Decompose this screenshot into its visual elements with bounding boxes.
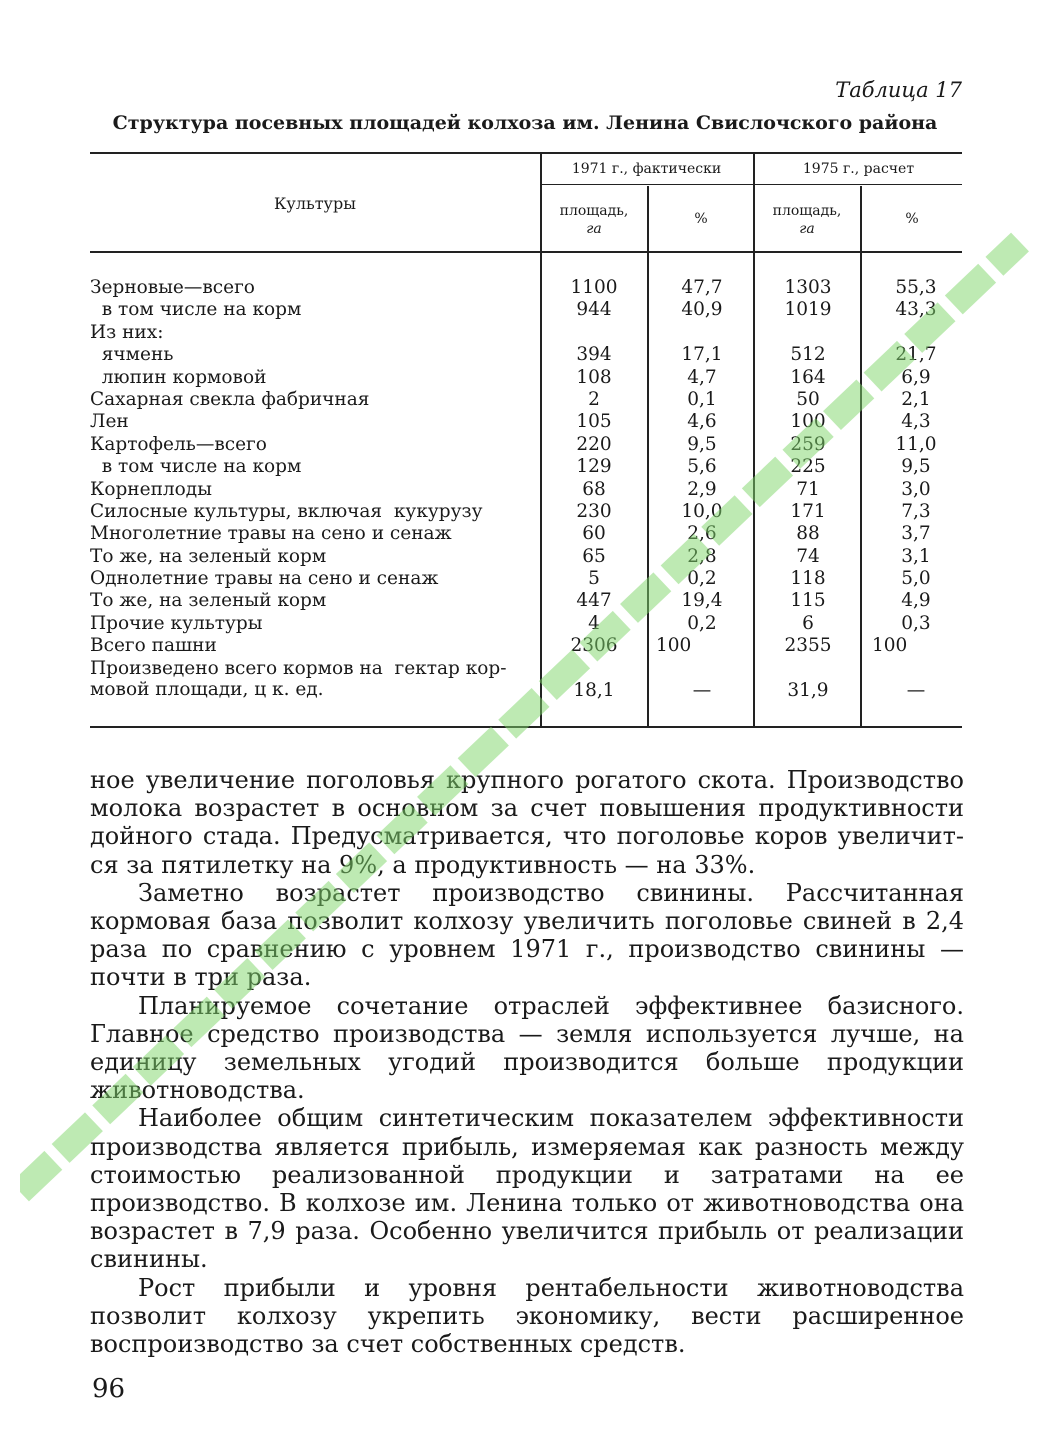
percent-1975: 6,9 [901,366,931,388]
area-1975: 88 [796,523,820,545]
table-row [90,456,962,478]
percent-1971: 40,9 [681,299,723,321]
table-row [90,568,962,590]
table-body [90,277,962,702]
area-1975: 171 [790,500,826,522]
header-area-1975: площадь, га [772,203,842,237]
row-label: Лен [90,411,129,433]
percent-1971: 100 [656,635,692,657]
area-1975: 164 [790,366,826,388]
area-1971: 65 [582,545,606,567]
header-percent-1971: % [694,211,708,227]
percent-1971: 10,0 [681,500,723,522]
area-1971: 105 [576,411,612,433]
row-label: Произведено всего кормов на гектар кор- мовой площади, ц к. ед. [90,657,507,700]
table-top-rule [90,152,962,154]
area-1975: 6 [802,612,814,634]
percent-1975: 100 [872,635,908,657]
table-row [90,434,962,456]
percent-1975: 11,0 [895,433,937,455]
percent-1971: 5,6 [687,456,717,478]
percent-1975: 55,3 [895,277,937,298]
percent-1971: 9,5 [687,433,717,455]
percent-1971: 2,6 [687,523,717,545]
row-label: Всего пашни [90,635,217,657]
header-1975-plan: 1975 г., расчет [802,161,915,177]
percent-1971: 2,9 [687,478,717,500]
row-label: Однолетние травы на сено и сенаж [90,568,439,590]
area-1975: 1019 [784,299,832,321]
group-rule-1971 [540,184,753,185]
percent-1975: 3,7 [901,523,931,545]
table-row [90,613,962,635]
table-row-feed-yield [90,658,962,702]
table-header-rule [90,251,962,253]
area-1971: 60 [582,523,606,545]
row-label: Прочие культуры [90,612,263,634]
table-row [90,277,962,299]
table-row [90,299,962,321]
table-bottom-rule [90,726,962,728]
table-title: Структура посевных площадей колхоза им. Ленина Свислочского района [112,112,938,134]
percent-1971: 0,2 [687,612,717,634]
percent-1971: 0,1 [687,388,717,410]
percent-1975: 4,9 [901,590,931,612]
area-1971: 447 [576,590,612,612]
percent-1971: 47,7 [681,277,723,298]
area-1975: 74 [796,545,820,567]
percent-1975: — [906,679,926,701]
area-1975: 259 [790,433,826,455]
paragraph: Наиболее общим синтетическим показателем эффективности производства является прибыль, измеряемая как разность между стоимостью реализованной продукции и затратами на ее производство. В колхозе им. Ленина только от животноводства она возрастет в 7,9 раза. Особенно увеличится прибыль от реализации свинины. [90,1104,964,1274]
table-caption: Таблица 17 [835,78,962,102]
area-1971: 1100 [570,277,618,298]
table-row [90,523,962,545]
area-1971: 5 [588,568,600,590]
area-1971: 68 [582,478,606,500]
table-row [90,344,962,366]
area-1971: 220 [576,433,612,455]
row-label: То же, на зеленый корм [90,590,327,612]
table-row-total [90,635,962,657]
group-rule-1975 [753,184,962,185]
percent-1975: 2,1 [901,388,931,410]
percent-1975: 5,0 [901,568,931,590]
table-row [90,590,962,612]
header-1971-actual: 1971 г., фактически [571,161,722,177]
percent-1975: 0,3 [901,612,931,634]
area-1971: 108 [576,366,612,388]
crop-structure-table [90,146,962,730]
table-row [90,501,962,523]
row-label: люпин кормовой [90,366,267,388]
area-1971: 4 [588,612,600,634]
paragraph: Заметно возрастет производство свинины. Рассчитанная кормовая база позволит колхозу увеличить поголовье свиней в 2,4 раза по сравнению с уровнем 1971 г., производство свинины — почти в три раза. [90,878,964,992]
area-1975: 225 [790,456,826,478]
row-label: Сахарная свекла фабричная [90,388,370,410]
percent-1971: 4,7 [687,366,717,388]
row-label: Картофель—всего [90,433,267,455]
row-label: Зерновые—всего [90,277,255,298]
area-1975: 2355 [784,635,832,657]
table-row [90,389,962,411]
percent-1971: 4,6 [687,411,717,433]
area-1971: 944 [576,299,612,321]
percent-1971: 0,2 [687,568,717,590]
paragraph: Планируемое сочетание отраслей эффективнее базисного. Главное средство производства — земля используется лучше, на единицу земельных угодий производится больше продукции животноводства. [90,991,964,1105]
percent-1971: — [692,679,712,701]
row-label: в том числе на корм [90,299,302,321]
area-1975: 100 [790,411,826,433]
area-1971: 230 [576,500,612,522]
row-label: в том числе на корм [90,456,302,478]
row-label: Многолетние травы на сено и сенаж [90,523,452,545]
area-1975: 118 [790,568,826,590]
area-1975: 1303 [784,277,832,298]
table-row [90,322,962,344]
table-row [90,367,962,389]
paragraph: ное увеличение поголовья крупного рогатого скота. Производство молока возрастет в основном за счет повышения продуктивности дойного стада. Предусматривается, что поголовье коров увеличит-ся за пятилетку на 9%, а продуктивность — на 33%. [90,766,964,879]
row-label: Из них: [90,321,164,343]
row-label: ячмень [90,344,174,366]
body-text [90,766,964,1358]
percent-1971: 17,1 [681,344,723,366]
header-cultures: Культуры [274,194,356,213]
row-label: Силосные культуры, включая кукурузу [90,500,483,522]
area-1971: 129 [576,456,612,478]
header-area-1971: площадь, га [559,203,629,237]
percent-1975: 7,3 [901,500,931,522]
area-1971: 2 [588,388,600,410]
page-number: 96 [92,1374,126,1404]
percent-1975: 21,7 [895,344,937,366]
header-percent-1975: % [905,211,919,227]
percent-1975: 43,3 [895,299,937,321]
area-1975: 512 [790,344,826,366]
area-1975: 31,9 [787,679,829,701]
table-row [90,546,962,568]
percent-1975: 3,0 [901,478,931,500]
area-1975: 115 [790,590,826,612]
paragraph: Рост прибыли и уровня рентабельности животноводства позволит колхозу укрепить экономику, вести расширенное воспроизводство за счет собственных средств. [90,1273,964,1359]
table-row [90,479,962,501]
percent-1975: 3,1 [901,545,931,567]
area-1971: 2306 [570,635,618,657]
area-1975: 50 [796,388,820,410]
row-label: То же, на зеленый корм [90,545,327,567]
row-label: Корнеплоды [90,478,212,500]
percent-1971: 19,4 [681,590,723,612]
area-1975: 71 [796,478,820,500]
area-1971: 18,1 [573,679,615,701]
percent-1975: 4,3 [901,411,931,433]
percent-1971: 2,8 [687,545,717,567]
percent-1975: 9,5 [901,456,931,478]
table-row [90,411,962,433]
area-1971: 394 [576,344,612,366]
